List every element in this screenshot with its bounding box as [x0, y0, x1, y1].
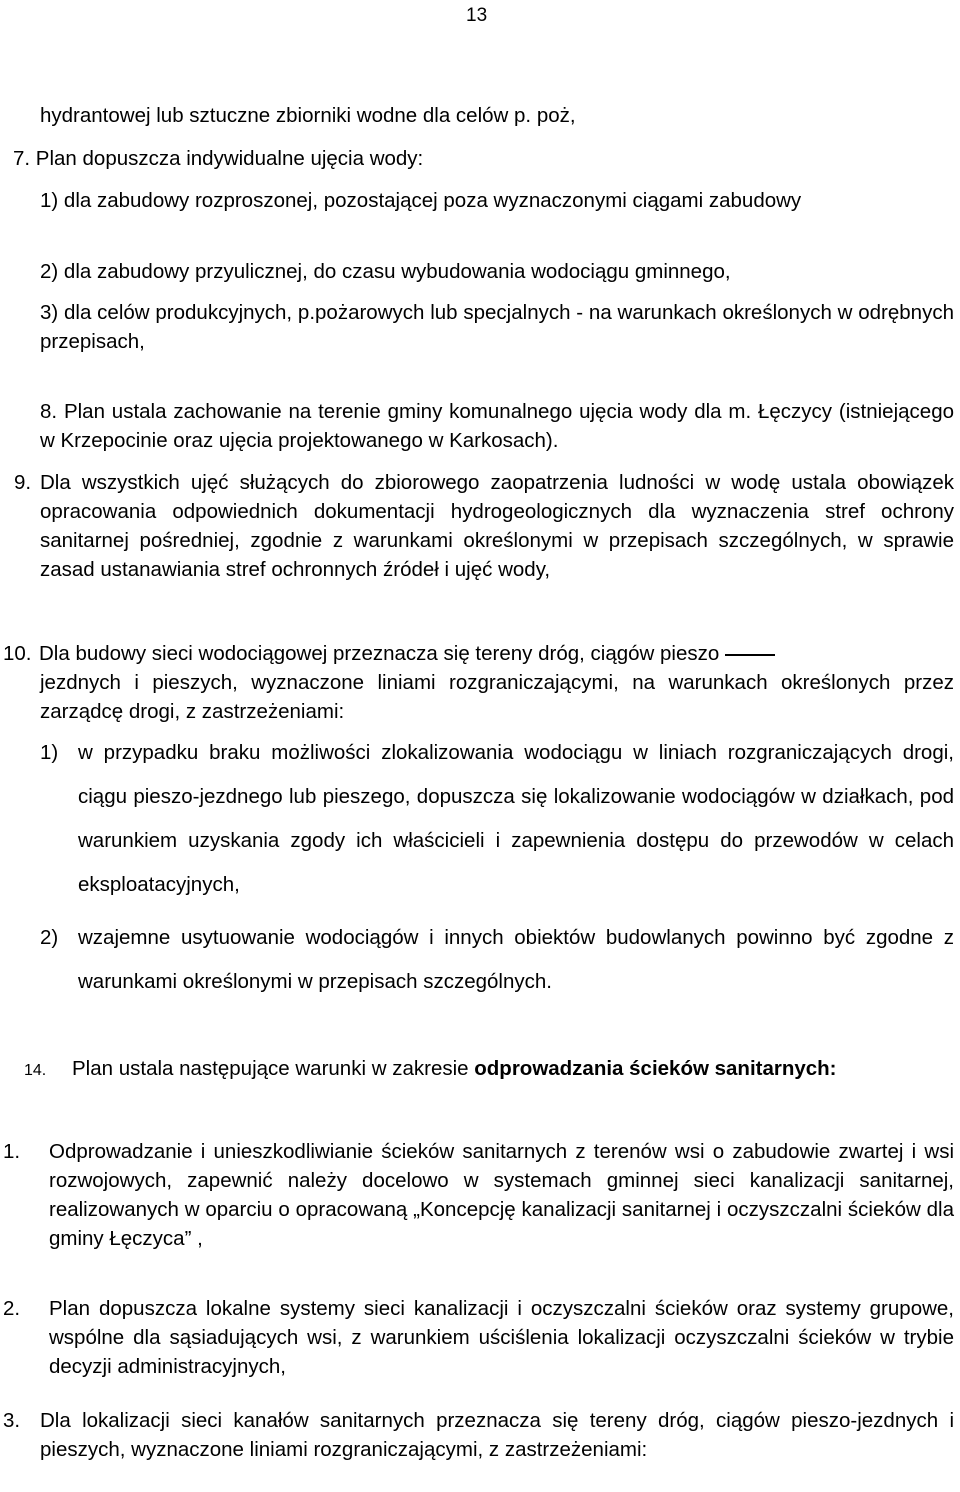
item-10-1: [40, 731, 954, 907]
paragraph-10-number: 10.: [3, 642, 32, 665]
item-10-2: [40, 916, 954, 1004]
paragraph-10-text-a: Dla budowy sieci wodociągowej przeznacza się tereny dróg, ciągów pieszo: [39, 642, 720, 665]
dash-line: [725, 654, 775, 656]
page-number: 13: [466, 5, 488, 26]
paragraph-continuation: hydrantowej lub sztuczne zbiorniki wodne dla celów p. poż,: [40, 104, 576, 127]
item-7-3: 3) dla celów produkcyjnych, p.pożarowych lub specjalnych - na warunkach określonych w odrębnych przepisach,: [40, 301, 954, 353]
item-10-2-text: wzajemne usytuowanie wodociągów i innych obiektów budowlanych powinno być zgodne z warunkami określonymi w przepisach szczególnych.: [78, 926, 954, 993]
section-14-heading: [24, 1054, 924, 1083]
paragraph-10: [3, 639, 954, 726]
sewage-item-1-text: Odprowadzanie i unieszkodliwianie ścieków sanitarnych z terenów wsi o zabudowie zwartej i wsi rozwojowych, zapewnić należy docelowo w systemach gminnej sieci kanalizacji sanitarnej, realizowanych w oparciu o opracowaną „Koncepcję kanalizacji sanitarnej i oczyszczalni ścieków dla gminy Łęczyca” ,: [49, 1140, 954, 1250]
paragraph-10-text-b: jezdnych i pieszych, wyznaczone liniami rozgraniczającymi, na warunkach określonych przez zarządcę drogi, z zastrzeżeniami:: [40, 671, 954, 723]
section-14-number: 14.: [24, 1062, 47, 1079]
sewage-item-2: [3, 1294, 954, 1381]
paragraph-9: [14, 468, 954, 584]
sewage-item-3-text: Dla lokalizacji sieci kanałów sanitarnych przeznacza się tereny dróg, ciągów pieszo-jezdnych i pieszych, wyznaczone liniami rozgraniczającymi, z zastrzeżeniami:: [40, 1409, 954, 1461]
sewage-item-3: [3, 1406, 954, 1464]
item-7-2: 2) dla zabudowy przyulicznej, do czasu wybudowania wodociągu gminnego,: [40, 260, 731, 283]
sewage-item-2-number: 2.: [3, 1297, 21, 1320]
section-14-bold-title: odprowadzania ścieków sanitarnych:: [474, 1057, 837, 1080]
paragraph-8: 8. Plan ustala zachowanie na terenie gminy komunalnego ujęcia wody dla m. Łęczycy (istniejącego w Krzepocinie oraz ujęcia projektowanego w Karkosach).: [40, 400, 954, 452]
sewage-item-1-number: 1.: [3, 1140, 21, 1163]
paragraph-9-number: 9.: [14, 471, 32, 494]
item-10-1-number: 1): [40, 741, 59, 764]
section-14-text: Plan ustala następujące warunki w zakresie: [72, 1057, 469, 1080]
sewage-item-1: [3, 1137, 954, 1253]
paragraph-7: 7. Plan dopuszcza indywidualne ujęcia wody:: [13, 147, 424, 170]
sewage-item-3-number: 3.: [3, 1409, 21, 1432]
paragraph-9-text: Dla wszystkich ujęć służących do zbiorowego zaopatrzenia ludności w wodę ustala obowiązek opracowania odpowiednich dokumentacji hydrogeologicznych dla wyznaczenia stref ochrony sanitarnej pośredniej, zgodnie z warunkami określonymi w przepisach szczególnych, w sprawie zasad ustanawiania stref ochronnych źródeł i ujęć wody,: [40, 471, 954, 581]
item-10-2-number: 2): [40, 926, 59, 949]
item-7-1: 1) dla zabudowy rozproszonej, pozostającej poza wyznaczonymi ciągami zabudowy: [40, 189, 802, 212]
item-10-1-text: w przypadku braku możliwości zlokalizowania wodociągu w liniach rozgraniczających drogi, ciągu pieszo-jezdnego lub pieszego, dopuszcza się lokalizowanie wodociągów w działkach, pod warunkiem uzyskania zgody ich właścicieli i zapewnienia dostępu do przewodów w celach eksploatacyjnych,: [78, 741, 954, 896]
sewage-item-2-text: Plan dopuszcza lokalne systemy sieci kanalizacji i oczyszczalni ścieków oraz systemy grupowe, wspólne dla sąsiadujących wsi, z warunkiem uściślenia lokalizacji oczyszczalni ścieków w trybie decyzji administracyjnych,: [49, 1297, 954, 1378]
